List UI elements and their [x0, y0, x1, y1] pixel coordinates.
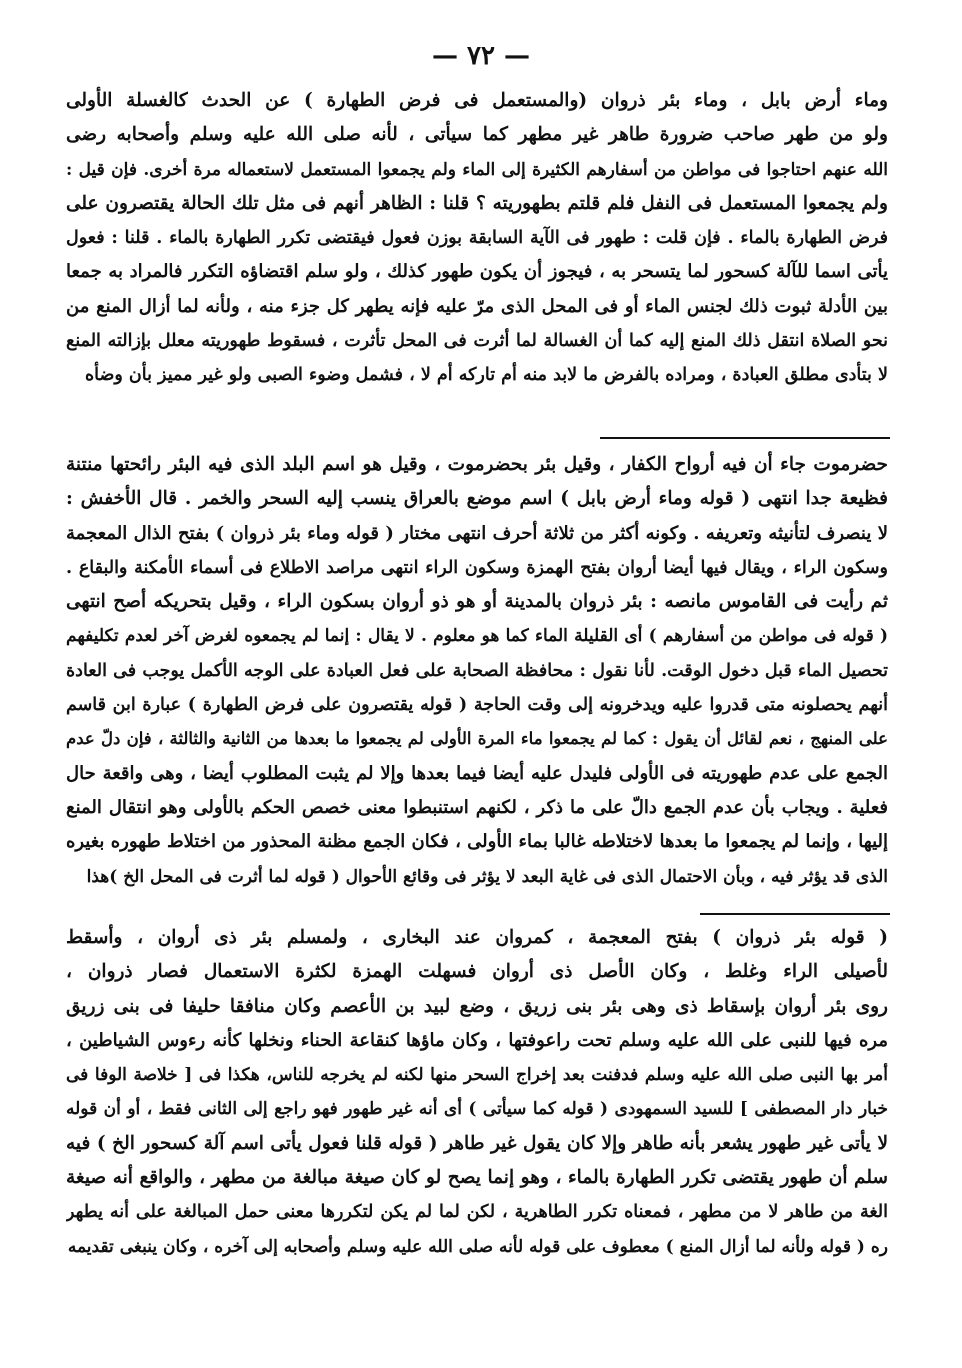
footnote-line: مره فيها للنبى على الله عليه وسلم تحت راعوفتها ، وكان ماؤها كنقاعة الحناء ونخلها كأنه رءوس الشياطين ، [66, 1029, 888, 1051]
text-line: وماء أرض بابل ، وماء بئر ذروان (والمستعمل فى فرض الطهارة ) عن الحدث كالغسلة الأولى [66, 90, 888, 111]
footnote-separator-2 [700, 913, 890, 915]
footnote-line: أنهم يحصلونه متى قدروا عليه ويدخرونه إلى وقت الحاجة ( قوله يقتصرون على فرض الطهارة ) عبارة ابن قاسم [66, 695, 888, 716]
footnote-line: تحصيل الماء قبل دخول الوقت. لأنا نقول : محافظة الصحابة على فعل العبادة على الوجه الأكمل يوجب فى العادة [66, 660, 888, 681]
footnote-line: فظيعة جدا انتهى ( قوله وماء أرض بابل ) اسم موضع بالعراق ينسب إليه السحر والخمر . قال الأخفش : [66, 488, 888, 510]
footnote-line: أمر بها النبى صلى الله عليه وسلم فدفنت بعد إخراج السحر منها لكنه لم يخرجه للناس، هكذا فى [ خلاصة الوفا فى [66, 1065, 888, 1086]
text-line: يأتى اسما للآلة كسحور لما يتسحر به ، فيجوز أن يكون طهور كذلك ، ولو سلم اقتضاؤه التكرر فالمراد به جمعا [66, 261, 888, 283]
footnote-line: الذى قد يؤثر فيه ، وبأن الاحتمال الذى فى غاية البعد لا يؤثر فى وقائع الأحوال ( قوله لما أثرت فى المحل الخ )هذا [86, 866, 888, 887]
footnote-line: لأصيلى الراء وغلط ، وكان الأصل ذى أروان فسهلت الهمزة لكثرة الاستعمال فصار ذروان ، [66, 961, 888, 983]
footnote-line: سلم أن طهور يقتضى تكرر الطهارة بالماء ، وهو إنما يصح لو كان صيغة مبالغة من مطهر ، والواقع أنه صيغة [66, 1167, 888, 1189]
text-line: لا بتأدى مطلق العبادة ، ومراده بالفرض ما لابد منه أم تاركه أم لا ، فشمل وضوء الصبى ولو غير مميز بأن وضأه [84, 365, 888, 386]
footnote-block-2 [66, 921, 888, 1264]
page-number: — ٧٢ — [431, 41, 531, 71]
text-line: فرض الطهارة بالماء . فإن قلت : طهور فى الآية السابقة بوزن فعول فيقتضى تكرر الطهارة بالماء . قلنا : فعول [66, 228, 888, 249]
footnote-separator-1 [600, 437, 890, 439]
footnote-line: روى بئر أروان بإسقاط ذى وهى بئر بنى زريق ، وضع لبيد بن الأعصم وكان منافقا حليفا فى بنى زريق [66, 995, 888, 1017]
footnote-line: ( قوله فى مواطن من أسفارهم ) أى القليلة الماء كما هو معلوم . لا يقال : إنما لم يجمعوه لغرض آخر لعدم تكليفهم [66, 626, 888, 647]
footnote-line: ( قوله بئر ذروان ) بفتح المعجمة ، كمروان عند البخارى ، ولمسلم بئر ذى أروان ، وأسقط [66, 927, 888, 948]
footnote-line: وسكون الراء ، ويقال فيها أيضا أروان بفتح الهمزة وسكون الراء انتهى مراصد الاطلاع فى أسماء الأمكنة والبقاع . [66, 557, 888, 578]
footnote-line: لا يأتى غير طهور يشعر بأنه طاهر وإلا كان يقول غير طاهر ( قوله قلنا فعول يأتى اسم آلة كسحور الخ ) فيه [66, 1132, 888, 1154]
text-line: نحو الصلاة انتقل ذلك المنع إليه كما أن الغسالة لما أثرت فى المحل تأثرت ، فسقوط طهوريته معلل بإزالته المنع [66, 331, 888, 352]
main-text [66, 84, 888, 393]
footnote-line: على المنهج ، نعم لقائل أن يقول : كما لم يجمعوا ماء المرة الأولى لم يجمعوا ما بعدها من الثانية والثالثة ، فإن دلّ عدم [66, 729, 888, 749]
text-line: الله عنهم احتاجوا فى مواطن من أسفارهم الكثيرة إلى الماء ولم يجمعوا المستعمل لاستعماله مرة أخرى. فإن قيل : [66, 159, 888, 180]
text-line: بين الأدلة ثبوت ذلك لجنس الماء أو فى المحل الذى مرّ عليه فإنه يطهر كل جزء منه ، ولأنه لما أزال المنع من [66, 295, 888, 317]
text-line: ولم يجمعوا المستعمل فى النفل فلم قلتم بطهوريته ؟ قلنا : الظاهر أنهم فى مثل تلك الحالة يقتصرون على [66, 192, 888, 214]
text-line: ولو من طهر صاحب ضرورة طاهر غير مطهر كما سيأتى ، لأنه صلى الله عليه وسلم وأصحابه رضى [66, 124, 888, 146]
footnote-line: إليها ، وإنما لم يجمعوا ما بعدها لاختلاطه غالبا بماء الأولى ، فكان الجمع مظنة المحذور من اختلاط طهوره بغيره [66, 831, 888, 853]
footnote-line: حضرموت جاء أن فيه أرواح الكفار ، وقيل بئر بحضرموت ، وقيل هو اسم البلد الذى فيه البئر رائحتها منتنة [66, 454, 888, 475]
footnote-block-1 [66, 448, 888, 894]
footnote-line: الغة من طاهر لا من مطهر ، فمعناه تكرر الطاهرية ، لكن لما لم يكن لتكررها معنى حمل المبالغة على أنه يطهر [66, 1202, 888, 1223]
footnote-line: الجمع على عدم طهوريته فى الأولى فليدل عليه أيضا فيما بعدها وإلا لم يثبت المطلوب أيضا ، وهى واقعة حال [66, 762, 888, 784]
footnote-line: فعلية . ويجاب بأن عدم الجمع دالّ على ما ذكر ، لكنهم استنبطوا معنى خصص الحكم بالأولى وهو انتقال المنع [66, 796, 888, 818]
footnote-line: ره ( قوله ولأنه لما أزال المنع ) معطوف على قوله لأنه صلى الله عليه وسلم وأصحابه إلى آخره ، وكان ينبغى تقديمه [67, 1236, 888, 1257]
footnote-line: لا ينصرف لتأنيثه وتعريفه . وكونه أكثر من ثلاثة أحرف انتهى مختار ( قوله وماء بئر ذروان ) بفتح الذال المعجمة [66, 522, 888, 544]
footnote-line: خبار دار المصطفى ] للسيد السمهودى ( قوله كما سيأتى ) أى أنه غير طهور فهو راجع إلى الثانى فقط ، أو أن قوله [66, 1099, 888, 1120]
footnote-line: ثم رأيت فى القاموس مانصه : بئر ذروان بالمدينة أو هو ذو أروان بسكون الراء ، وقيل بتحريكه أصح انتهى [66, 591, 888, 613]
